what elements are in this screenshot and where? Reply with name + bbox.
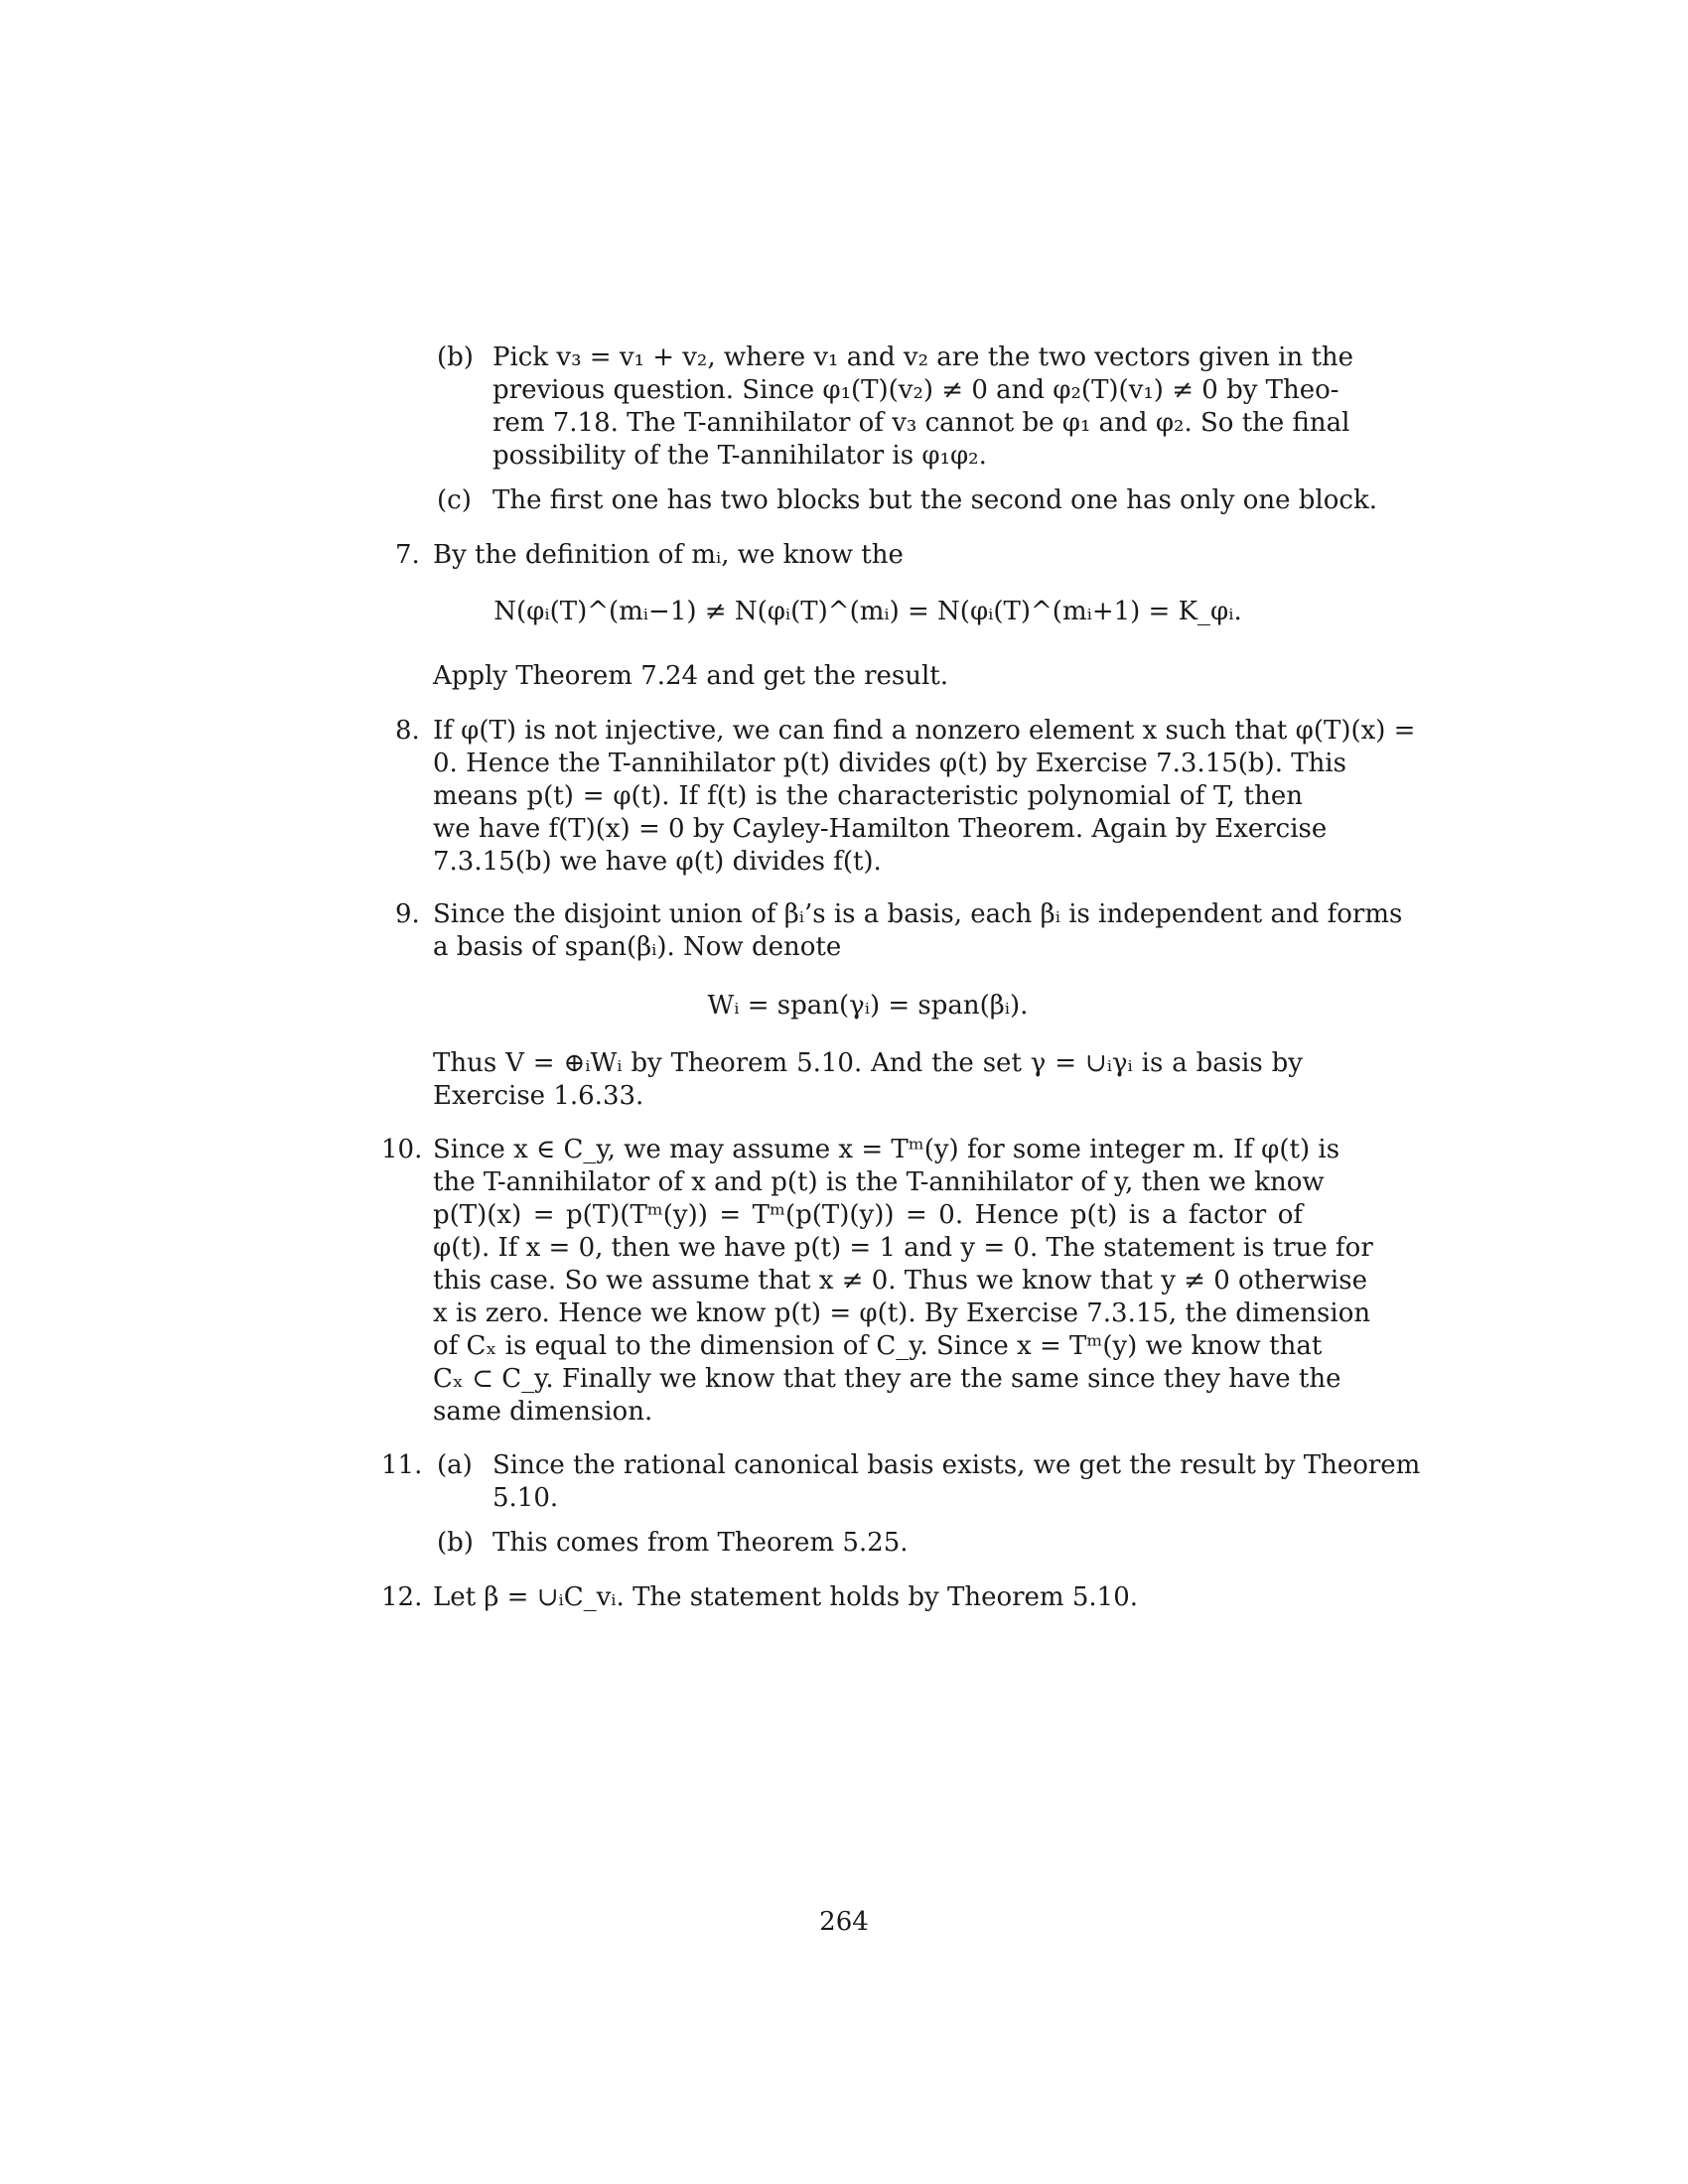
- item-10-line-7: of Cₓ is equal to the dimension of C_y. Since x = Tᵐ(y) we know that: [433, 1331, 1323, 1361]
- item-10-label: 10.: [381, 1135, 423, 1164]
- item-11-label: 11.: [381, 1450, 423, 1480]
- item-7-conclusion: Apply Theorem 7.24 and get the result.: [433, 661, 949, 691]
- item-12-text: Let β = ∪ᵢC_vᵢ. The statement holds by Theorem 5.10.: [433, 1582, 1139, 1612]
- item-8-line-2: 0. Hence the T-annihilator p(t) divides φ(t) by Exercise 7.3.15(b). This: [433, 749, 1346, 778]
- item-8-line-5: 7.3.15(b) we have φ(t) divides f(t).: [433, 847, 882, 877]
- item-10-line-2: the T-annihilator of x and p(t) is the T-annihilator of y, then we know: [433, 1167, 1325, 1197]
- item-10-line-1: Since x ∈ C_y, we may assume x = Tᵐ(y) for some integer m. If φ(t) is: [433, 1135, 1340, 1164]
- item-11b-text: This comes from Theorem 5.25.: [492, 1528, 909, 1558]
- item-8-label: 8.: [395, 716, 420, 746]
- item-8-line-4: we have f(T)(x) = 0 by Cayley-Hamilton Theorem. Again by Exercise: [433, 814, 1328, 844]
- item-10-line-8: Cₓ ⊂ C_y. Finally we know that they are the same since they have the: [433, 1364, 1341, 1394]
- item-6b-line-1: Pick v₃ = v₁ + v₂, where v₁ and v₂ are the two vectors given in the: [492, 342, 1354, 372]
- item-9-line-3: Thus V = ⊕ᵢWᵢ by Theorem 5.10. And the set γ = ∪ᵢγᵢ is a basis by: [433, 1048, 1303, 1078]
- item-11a-line-1: Since the rational canonical basis exists, we get the result by Theorem: [492, 1450, 1421, 1480]
- item-7-intro: By the definition of mᵢ, we know the: [433, 540, 904, 570]
- item-6b-line-4: possibility of the T-annihilator is φ₁φ₂.: [492, 441, 987, 471]
- item-6c-label: (c): [437, 485, 472, 515]
- item-9-equation: Wᵢ = span(γᵢ) = span(βᵢ).: [707, 991, 1029, 1021]
- item-10-line-9: same dimension.: [433, 1397, 653, 1427]
- item-11a-label: (a): [437, 1450, 473, 1480]
- item-6b-label: (b): [437, 342, 474, 372]
- item-6b-line-3: rem 7.18. The T-annihilator of v₃ cannot be φ₁ and φ₂. So the final: [492, 408, 1350, 438]
- item-12-label: 12.: [381, 1582, 423, 1612]
- item-7-equation: N(φᵢ(T)^(mᵢ−1) ≠ N(φᵢ(T)^(mᵢ) = N(φᵢ(T)^(mᵢ+1) = K_φᵢ.: [493, 597, 1242, 626]
- item-9-line-1: Since the disjoint union of βᵢ’s is a basis, each βᵢ is independent and forms: [433, 899, 1403, 929]
- item-11a-line-2: 5.10.: [492, 1483, 559, 1513]
- item-8-line-3: means p(t) = φ(t). If f(t) is the characteristic polynomial of T, then: [433, 781, 1303, 811]
- item-10-line-5: this case. So we assume that x ≠ 0. Thus we know that y ≠ 0 otherwise: [433, 1266, 1367, 1296]
- item-9-line-2: a basis of span(βᵢ). Now denote: [433, 932, 842, 962]
- item-8-line-1: If φ(T) is not injective, we can find a nonzero element x such that φ(T)(x) =: [433, 716, 1416, 746]
- item-7-label: 7.: [395, 540, 420, 570]
- item-6c-text: The first one has two blocks but the second one has only one block.: [492, 485, 1377, 515]
- item-10-line-4: φ(t). If x = 0, then we have p(t) = 1 and y = 0. The statement is true for: [433, 1233, 1373, 1263]
- item-6b-line-2: previous question. Since φ₁(T)(v₂) ≠ 0 and φ₂(T)(v₁) ≠ 0 by Theo-: [492, 375, 1339, 405]
- page-number: 264: [819, 1907, 869, 1937]
- item-9-line-4: Exercise 1.6.33.: [433, 1081, 644, 1111]
- item-11b-label: (b): [437, 1528, 474, 1558]
- item-10-line-3: p(T)(x) = p(T)(Tᵐ(y)) = Tᵐ(p(T)(y)) = 0. Hence p(t) is a factor of: [433, 1200, 1303, 1230]
- item-9-label: 9.: [395, 899, 420, 929]
- item-10-line-6: x is zero. Hence we know p(t) = φ(t). By Exercise 7.3.15, the dimension: [433, 1298, 1371, 1328]
